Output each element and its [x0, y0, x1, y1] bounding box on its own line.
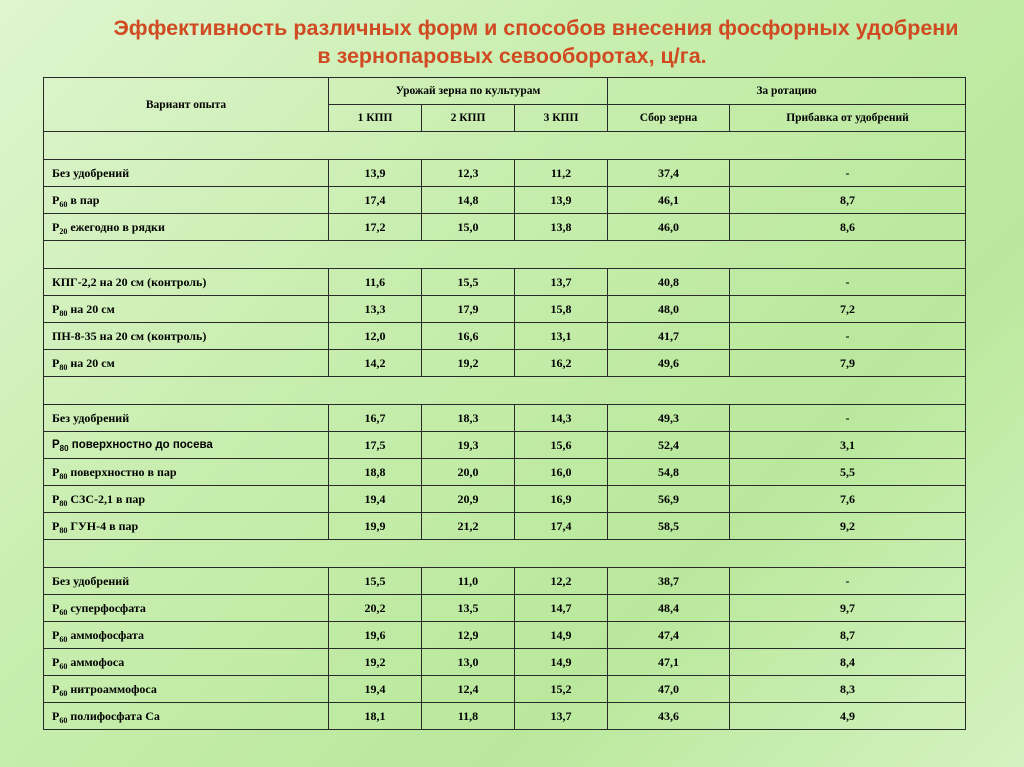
header-kpp3: 3 КПП — [515, 105, 608, 132]
variant-text: на 20 см — [67, 301, 115, 316]
kpp1-cell: 17,4 — [329, 187, 422, 214]
dose-subscript: 80 — [59, 525, 68, 535]
phosphorus-symbol: Р — [52, 192, 60, 207]
increase-cell: 8,3 — [730, 676, 966, 703]
variant-text: полифосфата Са — [67, 708, 160, 723]
grain-total-cell: 46,0 — [608, 214, 730, 241]
variant-text: аммофоса — [67, 654, 125, 669]
variant-text: нитроаммофоса — [67, 681, 157, 696]
kpp3-cell: 13,9 — [515, 187, 608, 214]
increase-cell: 5,5 — [730, 459, 966, 486]
variant-text: ГУН-4 в пар — [67, 518, 139, 533]
dose-subscript: 60 — [59, 634, 68, 644]
table-row — [44, 595, 966, 622]
increase-cell: 7,9 — [730, 350, 966, 377]
table-row — [44, 160, 966, 187]
group-separator-row — [44, 377, 966, 405]
variant-cell — [44, 350, 329, 377]
variant-text: Без удобрений — [52, 410, 130, 425]
phosphorus-symbol: Р — [52, 491, 60, 506]
kpp1-cell: 19,4 — [329, 486, 422, 513]
kpp3-cell: 12,2 — [515, 568, 608, 595]
grain-total-cell: 48,4 — [608, 595, 730, 622]
kpp1-cell: 17,5 — [329, 432, 422, 459]
header-kpp2: 2 КПП — [422, 105, 515, 132]
kpp3-cell: 14,9 — [515, 622, 608, 649]
grain-total-cell: 46,1 — [608, 187, 730, 214]
kpp1-cell: 12,0 — [329, 323, 422, 350]
table-row — [44, 432, 966, 459]
kpp3-cell: 13,8 — [515, 214, 608, 241]
dose-subscript: 80 — [59, 362, 68, 372]
kpp3-cell: 14,3 — [515, 405, 608, 432]
kpp2-cell: 16,6 — [422, 323, 515, 350]
variant-cell — [44, 432, 329, 459]
variant-cell — [44, 459, 329, 486]
kpp1-cell: 17,2 — [329, 214, 422, 241]
header-kpp1: 1 КПП — [329, 105, 422, 132]
table-row — [44, 214, 966, 241]
increase-cell: 7,6 — [730, 486, 966, 513]
kpp3-cell: 14,9 — [515, 649, 608, 676]
dose-subscript: 60 — [59, 688, 68, 698]
phosphorus-symbol: Р — [52, 681, 60, 696]
group-separator-row — [44, 241, 966, 269]
dose-subscript: 60 — [59, 715, 68, 725]
dose-subscript: 20 — [59, 226, 68, 236]
kpp1-cell: 20,2 — [329, 595, 422, 622]
variant-text: поверхностно в пар — [67, 464, 177, 479]
increase-cell: 8,7 — [730, 187, 966, 214]
phosphorus-symbol: Р — [52, 627, 60, 642]
grain-total-cell: 41,7 — [608, 323, 730, 350]
kpp1-cell: 19,6 — [329, 622, 422, 649]
variant-text: ПН-8-35 на 20 см (контроль) — [52, 328, 207, 343]
group-separator-row — [44, 132, 966, 160]
kpp2-cell: 13,5 — [422, 595, 515, 622]
kpp1-cell: 18,8 — [329, 459, 422, 486]
dose-subscript: 80 — [59, 498, 68, 508]
phosphorus-symbol: Р — [52, 219, 60, 234]
grain-total-cell: 54,8 — [608, 459, 730, 486]
variant-text: в пар — [67, 192, 100, 207]
variant-cell — [44, 676, 329, 703]
variant-text: СЗС-2,1 в пар — [67, 491, 146, 506]
variant-cell — [44, 323, 329, 350]
variant-text: суперфосфата — [67, 600, 146, 615]
table-row — [44, 269, 966, 296]
kpp1-cell: 14,2 — [329, 350, 422, 377]
dose-subscript: 80 — [59, 471, 68, 481]
kpp1-cell: 15,5 — [329, 568, 422, 595]
table-row — [44, 296, 966, 323]
header-yield-group: Урожай зерна по культурам — [329, 78, 608, 105]
grain-total-cell: 56,9 — [608, 486, 730, 513]
phosphorus-symbol: Р — [52, 654, 60, 669]
increase-cell: - — [730, 269, 966, 296]
table-row — [44, 459, 966, 486]
table-row — [44, 649, 966, 676]
increase-cell: - — [730, 568, 966, 595]
kpp1-cell: 18,1 — [329, 703, 422, 730]
group-separator-cell — [44, 132, 966, 160]
kpp3-cell: 13,7 — [515, 269, 608, 296]
dose-subscript: 80 — [59, 308, 68, 318]
table-row — [44, 405, 966, 432]
kpp2-cell: 15,5 — [422, 269, 515, 296]
kpp2-cell: 21,2 — [422, 513, 515, 540]
variant-cell — [44, 703, 329, 730]
variant-text: Без удобрений — [52, 165, 130, 180]
increase-cell: 8,7 — [730, 622, 966, 649]
kpp2-cell: 12,9 — [422, 622, 515, 649]
table-row — [44, 676, 966, 703]
grain-total-cell: 37,4 — [608, 160, 730, 187]
grain-total-cell: 43,6 — [608, 703, 730, 730]
grain-total-cell: 47,0 — [608, 676, 730, 703]
dose-subscript: 60 — [59, 661, 68, 671]
variant-text: аммофосфата — [67, 627, 145, 642]
table-body — [44, 132, 966, 730]
kpp3-cell: 11,2 — [515, 160, 608, 187]
variant-text: на 20 см — [67, 355, 115, 370]
group-separator-row — [44, 540, 966, 568]
increase-cell: - — [730, 160, 966, 187]
grain-total-cell: 58,5 — [608, 513, 730, 540]
phosphorus-symbol: Р — [52, 600, 60, 615]
kpp3-cell: 15,8 — [515, 296, 608, 323]
group-separator-cell — [44, 540, 966, 568]
phosphorus-symbol: Р — [52, 355, 60, 370]
title-line-2: в зернопаровых севооборотах, ц/га. — [317, 44, 707, 68]
variant-cell — [44, 296, 329, 323]
kpp2-cell: 20,0 — [422, 459, 515, 486]
kpp2-cell: 14,8 — [422, 187, 515, 214]
header-rotation-group: За ротацию — [608, 78, 966, 105]
increase-cell: 3,1 — [730, 432, 966, 459]
kpp1-cell: 13,3 — [329, 296, 422, 323]
kpp1-cell: 19,2 — [329, 649, 422, 676]
yield-table — [43, 77, 966, 730]
kpp1-cell: 19,9 — [329, 513, 422, 540]
increase-cell: 4,9 — [730, 703, 966, 730]
variant-cell — [44, 649, 329, 676]
variant-cell — [44, 568, 329, 595]
header-increase: Прибавка от удобрений — [730, 105, 966, 132]
variant-cell — [44, 486, 329, 513]
variant-cell — [44, 513, 329, 540]
kpp2-cell: 18,3 — [422, 405, 515, 432]
table-row — [44, 187, 966, 214]
table-row — [44, 350, 966, 377]
kpp1-cell: 19,4 — [329, 676, 422, 703]
dose-subscript: 80 — [59, 444, 69, 453]
variant-text: поверхностно до посева — [68, 439, 213, 451]
grain-total-cell: 38,7 — [608, 568, 730, 595]
kpp2-cell: 15,0 — [422, 214, 515, 241]
grain-total-cell: 49,3 — [608, 405, 730, 432]
variant-cell — [44, 160, 329, 187]
variant-cell — [44, 187, 329, 214]
kpp2-cell: 13,0 — [422, 649, 515, 676]
header-variant: Вариант опыта — [44, 78, 329, 132]
header-grain: Сбор зерна — [608, 105, 730, 132]
kpp2-cell: 12,4 — [422, 676, 515, 703]
grain-total-cell: 48,0 — [608, 296, 730, 323]
kpp3-cell: 17,4 — [515, 513, 608, 540]
grain-total-cell: 49,6 — [608, 350, 730, 377]
kpp3-cell: 14,7 — [515, 595, 608, 622]
grain-total-cell: 47,4 — [608, 622, 730, 649]
title-line-1: Эффективность различных форм и способов внесения фосфорных удобрени — [113, 16, 959, 40]
kpp3-cell: 15,6 — [515, 432, 608, 459]
increase-cell: 8,6 — [730, 214, 966, 241]
kpp3-cell: 13,1 — [515, 323, 608, 350]
kpp1-cell: 13,9 — [329, 160, 422, 187]
phosphorus-symbol: Р — [52, 464, 60, 479]
variant-text: Без удобрений — [52, 573, 130, 588]
dose-subscript: 60 — [59, 199, 68, 209]
phosphorus-symbol: Р — [52, 708, 60, 723]
kpp1-cell: 16,7 — [329, 405, 422, 432]
grain-total-cell: 47,1 — [608, 649, 730, 676]
kpp2-cell: 12,3 — [422, 160, 515, 187]
phosphorus-symbol: Р — [52, 301, 60, 316]
kpp3-cell: 15,2 — [515, 676, 608, 703]
table-row — [44, 513, 966, 540]
kpp2-cell: 17,9 — [422, 296, 515, 323]
group-separator-cell — [44, 241, 966, 269]
variant-text: ежегодно в рядки — [67, 219, 165, 234]
table-header — [44, 78, 966, 132]
increase-cell: - — [730, 405, 966, 432]
kpp3-cell: 13,7 — [515, 703, 608, 730]
variant-text: КПГ-2,2 на 20 см (контроль) — [52, 274, 207, 289]
phosphorus-symbol: Р — [52, 439, 60, 451]
table-row — [44, 622, 966, 649]
grain-total-cell: 52,4 — [608, 432, 730, 459]
kpp3-cell: 16,9 — [515, 486, 608, 513]
increase-cell: 9,7 — [730, 595, 966, 622]
increase-cell: - — [730, 323, 966, 350]
group-separator-cell — [44, 377, 966, 405]
increase-cell: 7,2 — [730, 296, 966, 323]
phosphorus-symbol: Р — [52, 518, 60, 533]
table-row — [44, 323, 966, 350]
kpp2-cell: 19,3 — [422, 432, 515, 459]
kpp2-cell: 11,0 — [422, 568, 515, 595]
dose-subscript: 60 — [59, 607, 68, 617]
table-row — [44, 486, 966, 513]
kpp2-cell: 20,9 — [422, 486, 515, 513]
table-row — [44, 703, 966, 730]
kpp3-cell: 16,0 — [515, 459, 608, 486]
increase-cell: 9,2 — [730, 513, 966, 540]
table-row — [44, 568, 966, 595]
increase-cell: 8,4 — [730, 649, 966, 676]
variant-cell — [44, 622, 329, 649]
kpp1-cell: 11,6 — [329, 269, 422, 296]
variant-cell — [44, 214, 329, 241]
grain-total-cell: 40,8 — [608, 269, 730, 296]
variant-cell — [44, 405, 329, 432]
kpp2-cell: 19,2 — [422, 350, 515, 377]
variant-cell — [44, 269, 329, 296]
kpp2-cell: 11,8 — [422, 703, 515, 730]
variant-cell — [44, 595, 329, 622]
kpp3-cell: 16,2 — [515, 350, 608, 377]
slide-title — [0, 14, 1024, 70]
